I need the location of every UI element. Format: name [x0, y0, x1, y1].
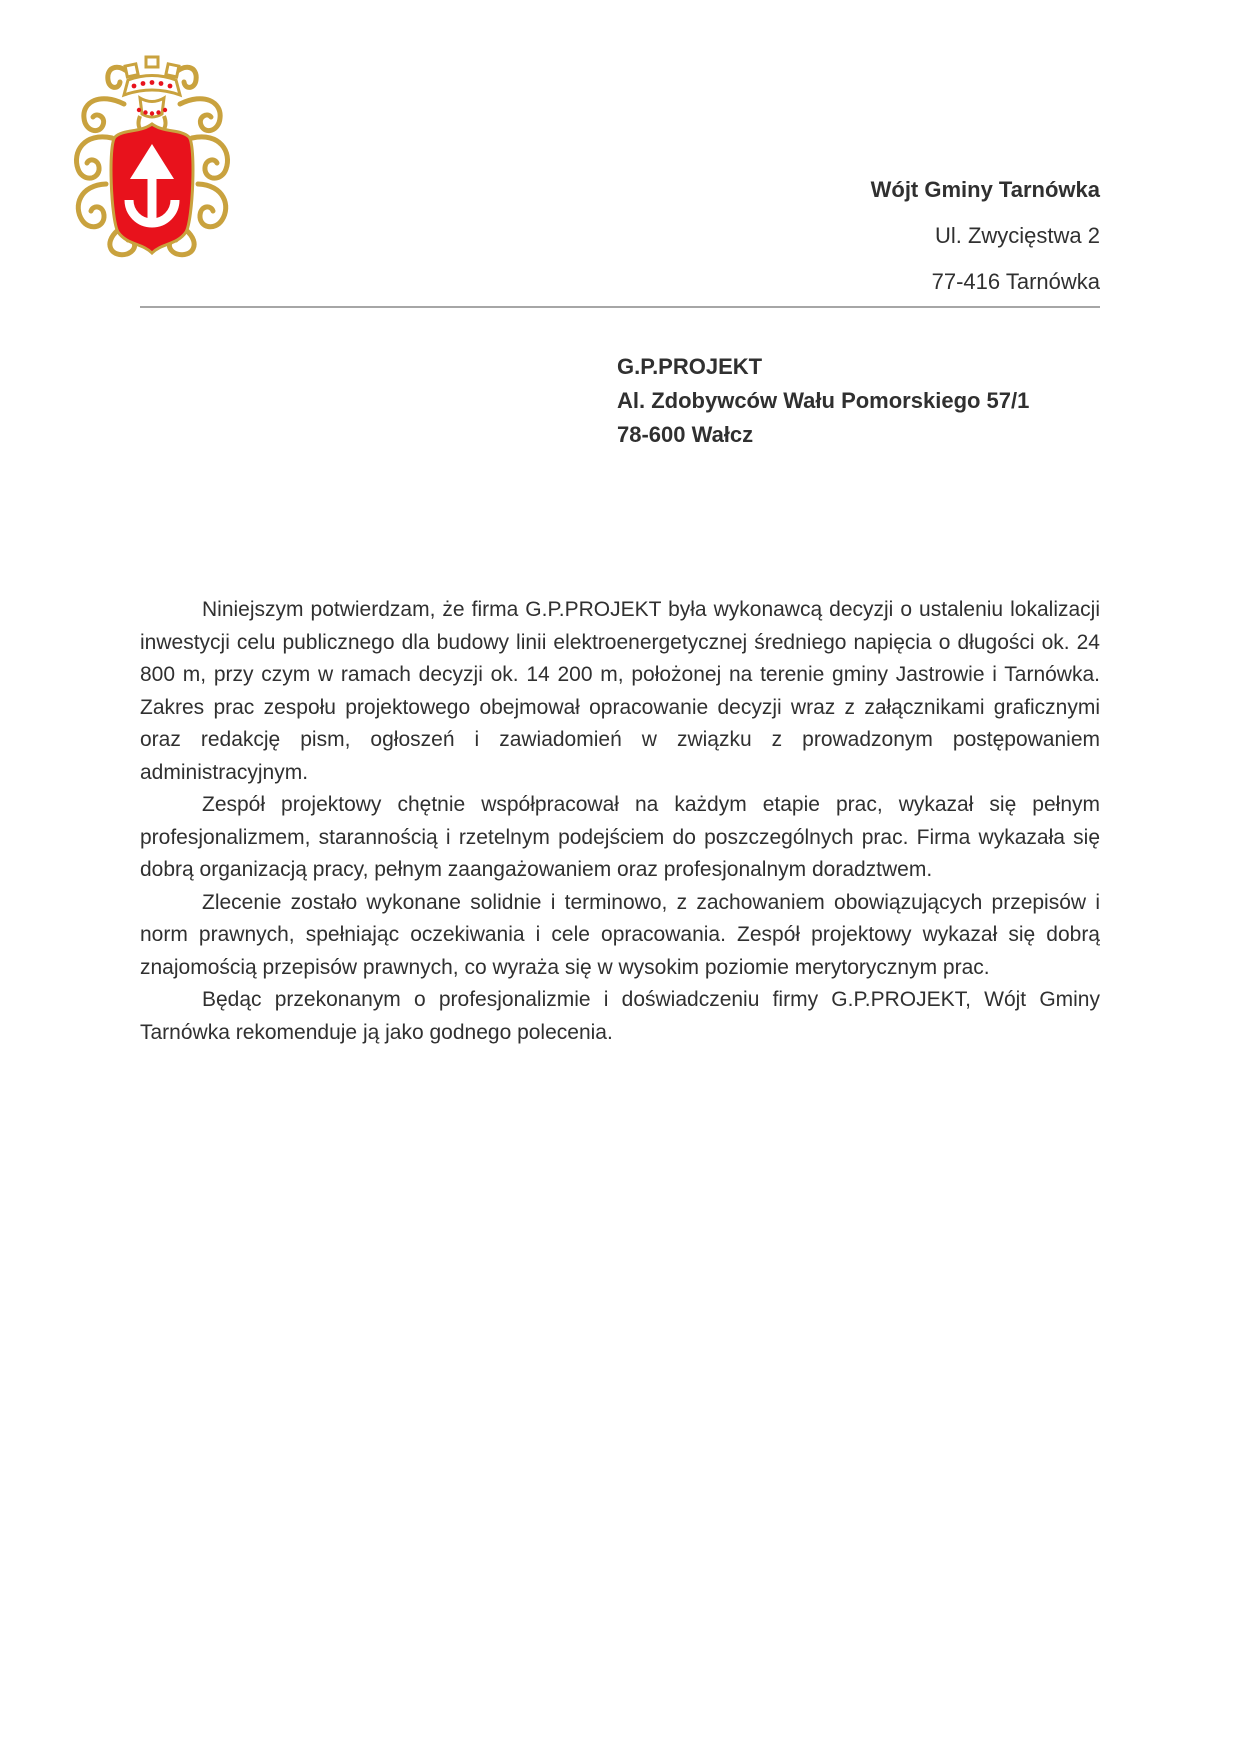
- sender-block: [871, 176, 1100, 314]
- sender-address-street: Ul. Zwycięstwa 2: [934, 223, 1100, 248]
- crown-icon: [124, 57, 180, 95]
- sender-title: Wójt Gminy Tarnówka: [870, 177, 1100, 202]
- letter-body: [140, 594, 1100, 1049]
- recipient-name: G.P.PROJEKT: [617, 354, 763, 379]
- recipient-address-street: Al. Zdobywców Wału Pomorskiego 57/1: [617, 388, 1030, 413]
- recipient-address-city: 78-600 Wałcz: [617, 422, 754, 447]
- coat-of-arms-icon: [62, 52, 242, 264]
- body-paragraph: Zlecenie zostało wykonane solidnie i terminowo, z zachowaniem obowiązujących przepisów i norm prawnych, spełniając oczekiwania i cele opracowania. Zespół projektowy wykazał się dobrą znajomością przepisów prawnych, co wyraża się w wysokim poziomie merytorycznym prac.: [140, 890, 1100, 979]
- body-paragraph: Niniejszym potwierdzam, że firma G.P.PROJEKT była wykonawcą decyzji o ustaleniu lokalizacji inwestycji celu publicznego dla budowy linii elektroenergetycznej średniego napięcia o długości ok. 24 800 m, przy czym w ramach decyzji ok. 14 200 m, położonej na terenie gminy Jastrowie i Tarnówka. Zakres prac zespołu projektowego obejmował opracowanie decyzji wraz z załącznikami graficznymi oraz redakcję pism, ogłoszeń i zawiadomień w związku z prowadzonym postępowaniem administracyjnym.: [140, 598, 1100, 784]
- header-divider: [140, 306, 1100, 308]
- body-paragraph: Zespół projektowy chętnie współpracował na każdym etapie prac, wykazał się pełnym profesjonalizmem, starannością i rzetelnym podejściem do poszczególnych prac. Firma wykazała się dobrą organizacją pracy, pełnym zaangażowaniem oraz profesjonalnym doradztwem.: [140, 793, 1100, 881]
- recipient-block: [617, 350, 1029, 452]
- tarnowka-coat-of-arms-logo: [62, 52, 242, 264]
- body-paragraph: Będąc przekonanym o profesjonalizmie i doświadczeniu firmy G.P.PROJEKT, Wójt Gminy Tarnówka rekomenduje ją jako godnego polecenia.: [140, 988, 1100, 1044]
- sender-address-city: 77-416 Tarnówka: [931, 269, 1100, 294]
